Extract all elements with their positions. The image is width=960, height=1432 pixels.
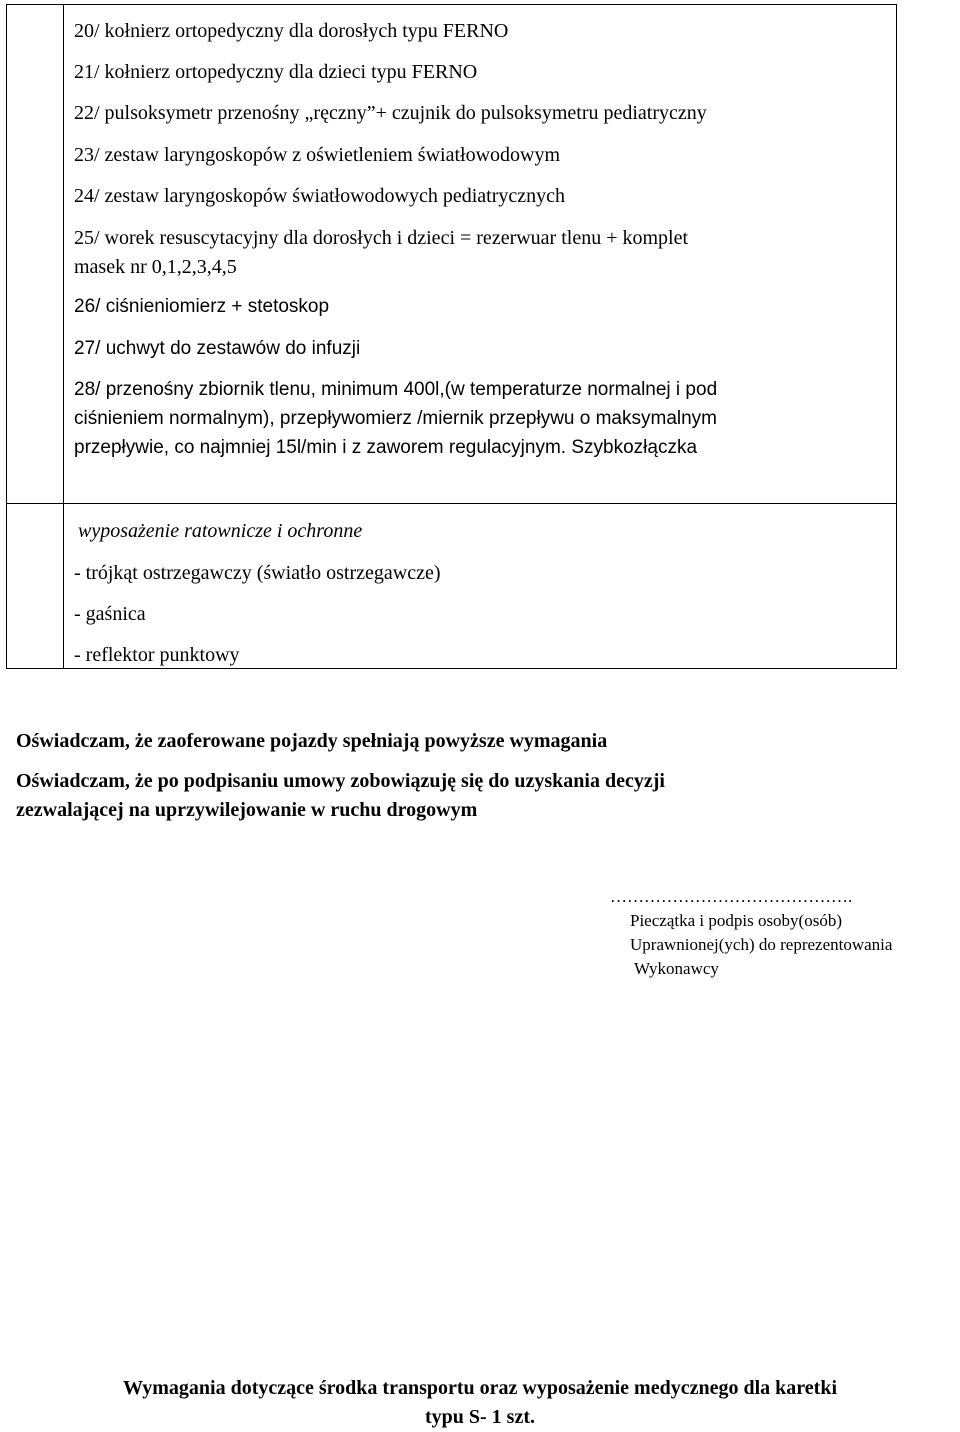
list-item-continuation: ciśnieniem normalnym), przepływomierz /miernik przepływu o maksymalnym <box>74 408 718 429</box>
list-item: - reflektor punktowy <box>74 644 240 666</box>
table-column-divider <box>63 5 64 668</box>
list-item-continuation: przepływie, co najmniej 15l/min i z zaworem regulacyjnym. Szybkozłączka <box>74 437 698 458</box>
section-heading: wyposażenie ratownicze i ochronne <box>78 520 363 542</box>
footer-title-continuation: typu S- 1 szt. <box>424 1406 535 1428</box>
list-item: 28/ przenośny zbiornik tlenu, minimum 400l,(w temperaturze normalnej i pod <box>74 379 718 400</box>
signature-caption-2: Uprawnionej(ych) do reprezentowania <box>630 935 893 954</box>
declaration-2: Oświadczam, że po podpisaniu umowy zobowiązuję się do uzyskania decyzji <box>16 770 665 792</box>
list-item: 20/ kołnierz ortopedyczny dla dorosłych typu FERNO <box>74 20 509 42</box>
list-item: 21/ kołnierz ortopedyczny dla dzieci typu FERNO <box>74 61 478 83</box>
list-item: 27/ uchwyt do zestawów do infuzji <box>74 338 361 359</box>
declaration-1: Oświadczam, że zaoferowane pojazdy spełniają powyższe wymagania <box>16 730 608 752</box>
footer-title: Wymagania dotyczące środka transportu oraz wyposażenie medycznego dla karetki <box>122 1377 838 1399</box>
declaration-2-continuation: zezwalającej na uprzywilejowanie w ruchu drogowym <box>16 799 478 821</box>
list-item: 24/ zestaw laryngoskopów światłowodowych pediatrycznych <box>74 185 565 207</box>
signature-caption-1: Pieczątka i podpis osoby(osób) <box>630 911 842 930</box>
list-item-continuation: masek nr 0,1,2,3,4,5 <box>74 256 237 278</box>
list-item: - trójkąt ostrzegawczy (światło ostrzegawcze) <box>74 562 441 584</box>
list-item: 23/ zestaw laryngoskopów z oświetleniem światłowodowym <box>74 144 561 166</box>
list-item: 25/ worek resuscytacyjny dla dorosłych i dzieci = rezerwuar tlenu + komplet <box>74 227 689 249</box>
signature-dotted-line: ……………………………………. <box>610 887 853 906</box>
list-item: 26/ ciśnieniomierz + stetoskop <box>74 296 330 317</box>
signature-caption-3: Wykonawcy <box>634 959 719 978</box>
list-item: - gaśnica <box>74 603 146 625</box>
list-item: 22/ pulsoksymetr przenośny „ręczny”+ czujnik do pulsoksymetru pediatryczny <box>74 102 707 124</box>
table-row-divider <box>7 503 896 504</box>
